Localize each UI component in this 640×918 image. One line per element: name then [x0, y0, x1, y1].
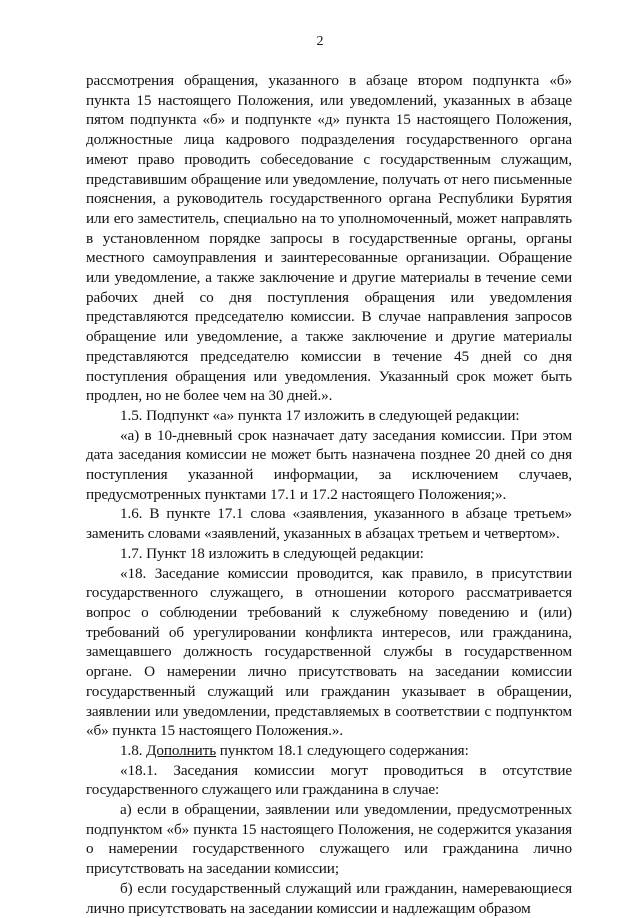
paragraph-1-8-underlined: Дополнить	[146, 741, 217, 759]
paragraph-1-8-suffix: пунктом 18.1 следующего содержания:	[216, 741, 469, 759]
paragraph-quote-18-1: «18.1. Заседания комиссии могут проводиться в отсутствие государственного служащего или гражданина в случае:	[86, 761, 572, 799]
paragraph-quote-a: «а) в 10-дневный срок назначает дату заседания комиссии. При этом дата заседания комиссии не может быть назначена позднее 20 дней со дня поступления указанной информации, за исключением случаев, предусмотренных пунктами 17.1 и 17.2 настоящего Положения;».	[86, 426, 572, 503]
page-number: 2	[316, 34, 324, 49]
paragraph-item-b: б) если государственный служащий или гражданин, намеревающиеся лично присутствовать на заседании комиссии и надлежащим образом	[86, 879, 572, 917]
document-body	[86, 71, 572, 918]
paragraph-quote-18: «18. Заседание комиссии проводится, как правило, в присутствии государственного служащего, в отношении которого рассматривается вопрос о соблюдении требований к служебному поведению и (или) требований об урегулировании конфликта интересов, или гражданина, замещавшего должность государственной службы в государственном органе. О намерении лично присутствовать на заседании комиссии государственный служащий или гражданин указывает в обращении, заявлении или уведомлении, представляемых в соответствии с подпунктом «б» пункта 15 настоящего Положения.».	[86, 564, 572, 740]
paragraph-continuation: рассмотрения обращения, указанного в абзаце втором подпункта «б» пункта 15 настоящего Положения, или уведомлений, указанных в абзаце пятом подпункта «б» и подпункте «д» пункта 15 настоящего Положения, должностные лица кадрового подразделения государственного органа имеют право проводить собеседование с государственным служащим, представившим обращение или уведомление, получать от него письменные пояснения, а руководитель государственного органа Республики Бурятия или его заместитель, специально на то уполномоченный, может направлять в установленном порядке запросы в государственные органы, органы местного самоуправления и заинтересованные организации. Обращение или уведомление, а также заключение и другие материалы в течение семи рабочих дней со дня поступления обращения или уведомления представляются председателю комиссии. В случае направления запросов обращение или уведомление, а также заключение и другие материалы представляются председателю комиссии в течение 45 дней со дня поступления обращения или уведомления. Указанный срок может быть продлен, но не более чем на 30 дней.».	[86, 72, 572, 405]
paragraph-item-a: а) если в обращении, заявлении или уведомлении, предусмотренных подпунктом «б» пункта 15 настоящего Положения, не содержится указания о намерении государственного служащего или гражданина лично присутствовать на заседании комиссии;	[86, 801, 572, 878]
paragraph-1-5: 1.5. Подпункт «а» пункта 17 изложить в следующей редакции:	[120, 406, 520, 424]
paragraph-1-7: 1.7. Пункт 18 изложить в следующей редакции:	[120, 544, 424, 562]
paragraph-1-8-prefix: 1.8.	[120, 741, 147, 759]
paragraph-1-6: 1.6. В пункте 17.1 слова «заявления, указанного в абзаце третьем» заменить словами «заявлений, указанных в абзацах третьем и четвертом».	[86, 505, 572, 543]
paragraph-1-8	[86, 741, 572, 761]
